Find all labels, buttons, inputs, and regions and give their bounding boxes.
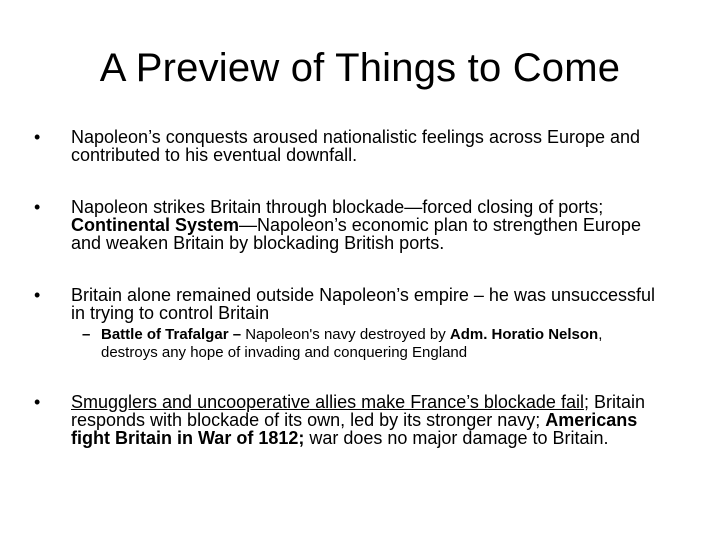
slide-title: A Preview of Things to Come [99,46,621,90]
bullet-2-part2: —Napoleon’s economic plan to strengthen Europe and weaken Britain by blockading British ports. [71,215,641,253]
bullet-marker: • [34,285,41,305]
bullet-marker: • [34,392,41,412]
bullet-4-part2: war does no major damage to Britain. [304,428,609,448]
sub-bullet-text [101,326,661,362]
continental-system-term: Continental System [71,215,240,235]
bullet-marker: • [34,197,41,217]
sub-bullet-marker: – [82,326,91,343]
bullet-text [71,286,671,322]
bullet-text [71,393,671,447]
bullet-4-part1: ; Britain responds with blockade of its own, led by its stronger navy; [71,392,645,430]
sub-bullet-part1: Napoleon's navy destroyed by [241,326,450,343]
blockade-fail-underlined: Smugglers and uncooperative allies make France’s blockade fail [71,392,584,412]
bullet-2-part1: Napoleon strikes Britain through blockade—forced closing of ports; [71,197,604,217]
battle-of-trafalgar-term: Battle of Trafalgar – [101,326,242,343]
war-of-1812-bold: Americans fight Britain in War of 1812; [71,410,638,448]
bullet-text [71,198,671,252]
bullet-marker: • [34,127,41,147]
admiral-nelson-name: Adm. Horatio Nelson [449,326,599,343]
bullet-3-text: Britain alone remained outside Napoleon’s empire – he was unsuccessful in trying to control Britain [71,285,656,323]
bullet-text [71,128,671,164]
sub-bullet-part2: , destroys any hope of invading and conquering England [101,326,603,361]
bullet-1-text: Napoleon’s conquests aroused nationalistic feelings across Europe and contributed to his eventual downfall. [71,127,641,165]
